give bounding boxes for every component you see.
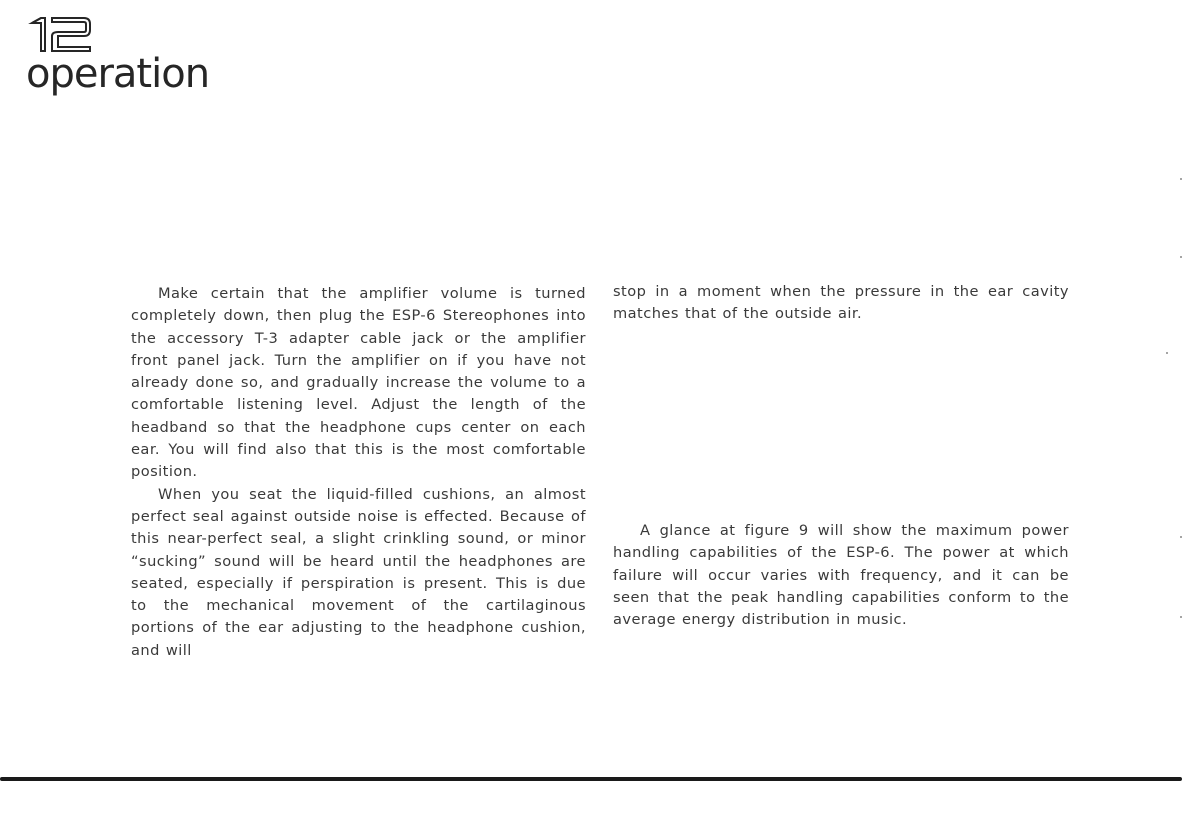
- left-paragraph-1: Make certain that the amplifier volume is turned completely down, then plug the ESP-6 Stereophones into the accessory T-3 adapter cable jack or the amplifier front panel jack. Turn the amplifier on if you have not already done so, and gradually increase the volume to a comfortable listening level. Adjust the length of the headband so that the headphone cups center on each ear. You will find also that this is the most comfortable position.: [131, 285, 586, 481]
- bottom-rule: [0, 777, 1182, 781]
- left-column: [131, 283, 586, 662]
- right-paragraph-text: A glance at figure 9 will show the maximum power handling capabilities of the ESP-6. The power at which failure will occur varies with frequency, and it can be seen that the peak handling capabilities conform to the average energy distribution in music.: [613, 522, 1069, 629]
- right-column-continuation: [613, 281, 1069, 326]
- right-column-paragraph: [613, 520, 1069, 631]
- right-continuation-text: stop in a moment when the pressure in the ear cavity matches that of the outside air.: [613, 283, 1069, 323]
- page-number-text: 12: [28, 14, 30, 15]
- scan-speck: [1166, 352, 1168, 354]
- scan-speck: [1180, 178, 1182, 180]
- scan-speck: [1180, 536, 1182, 538]
- scan-speck: [1180, 256, 1182, 258]
- left-paragraph-2: When you seat the liquid-filled cushions, an almost perfect seal against outside noise is effected. Because of this near-perfect seal, a slight crinkling sound, or minor “sucking” sound will be heard until the headphones are seated, especially if perspiration is present. This is due to the mechanical movement of the cartilaginous portions of the ear adjusting to the headphone cushion, and will: [131, 485, 586, 659]
- page-number: [28, 14, 108, 54]
- page-header: [28, 14, 108, 54]
- page-title: operation: [26, 51, 210, 97]
- scan-speck: [1180, 616, 1182, 618]
